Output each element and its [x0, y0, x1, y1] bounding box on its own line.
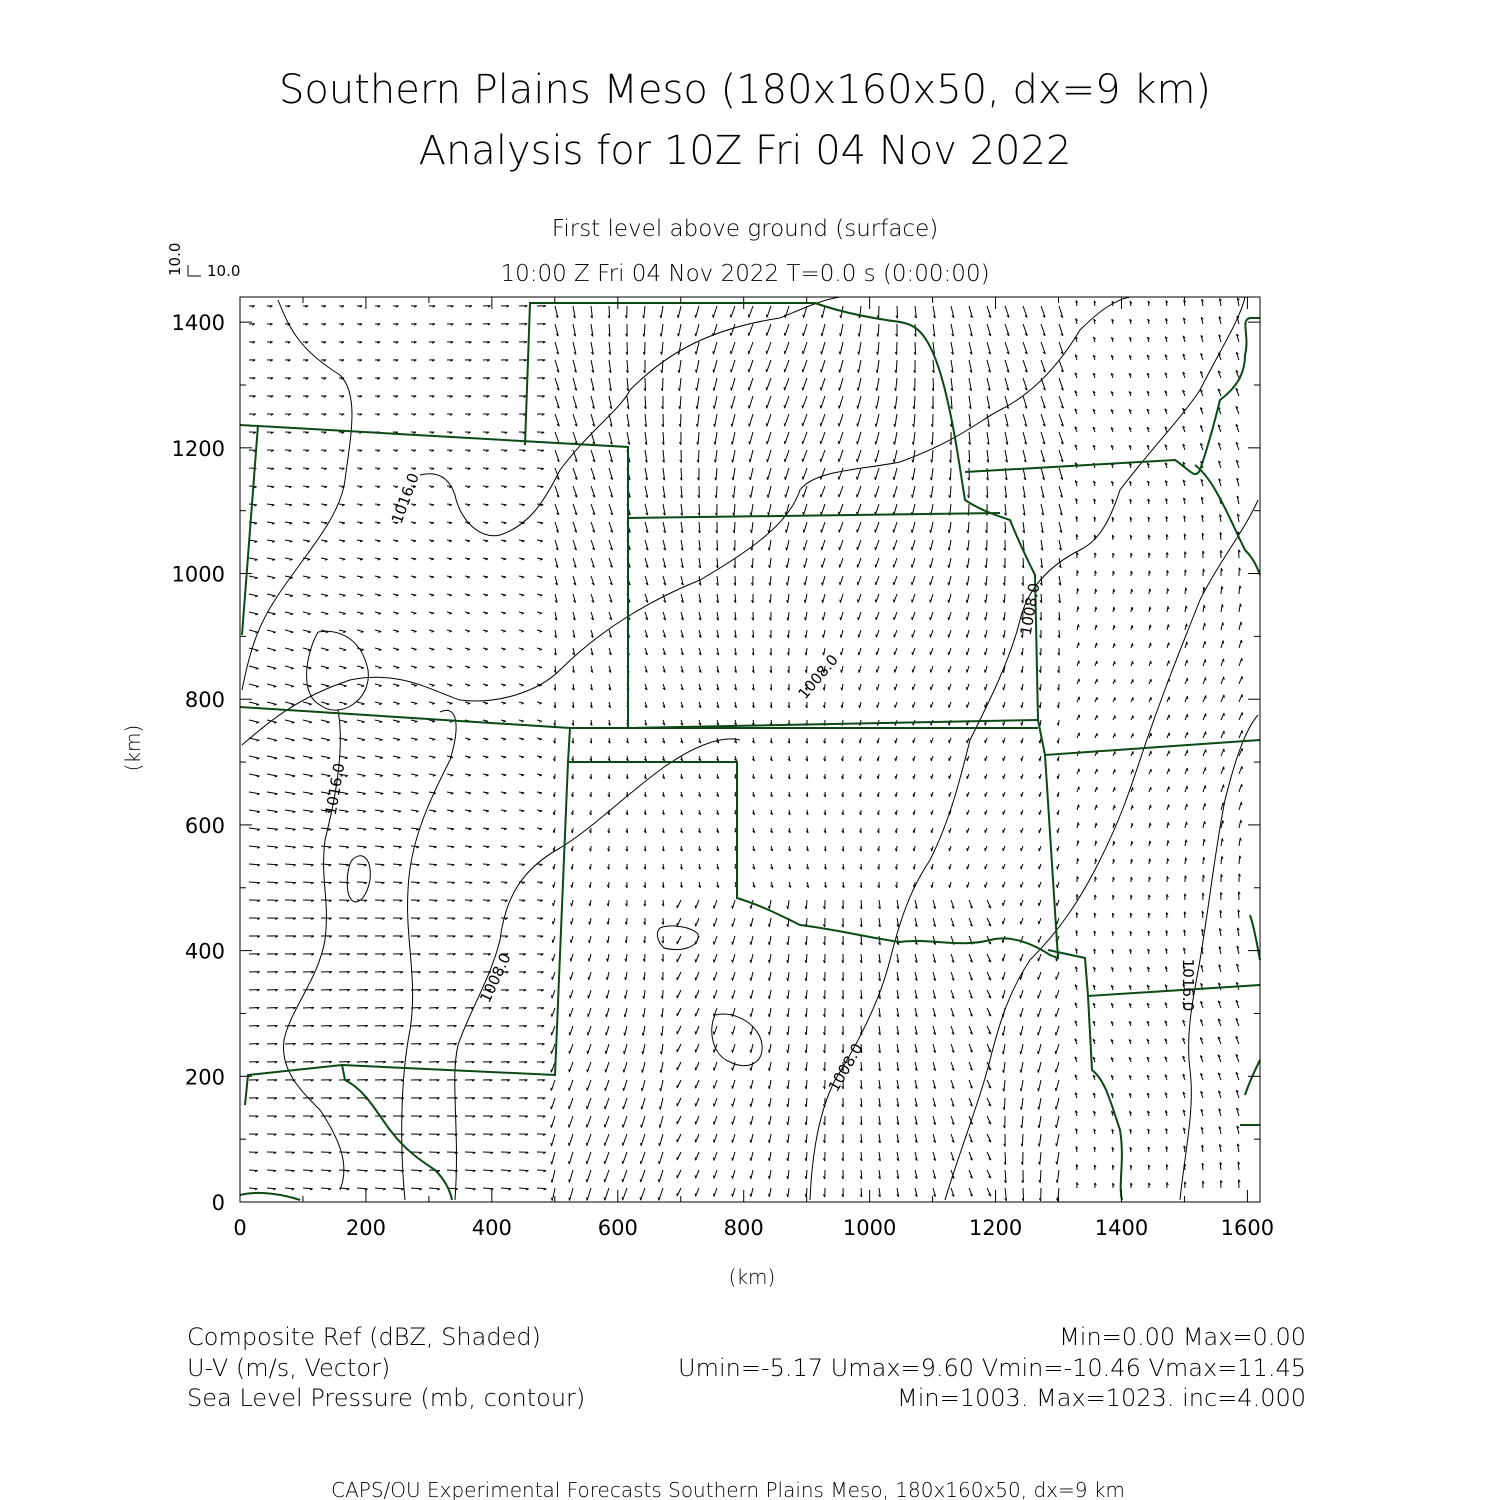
pressure-contour-line	[945, 500, 1258, 1200]
state-border-line	[1240, 1060, 1260, 1125]
time-label: 10:00 Z Fri 04 Nov 2022 T=0.0 s (0:00:00)	[500, 261, 990, 287]
x-axis-label: (km)	[728, 1265, 776, 1289]
state-border-line	[1195, 465, 1260, 575]
legend-vector-label: U-V (m/s, Vector)	[187, 1354, 391, 1382]
y-tick-label: 1200	[171, 436, 225, 461]
y-axis-label: (km)	[121, 724, 145, 772]
x-tick-label: 0	[233, 1216, 247, 1240]
reference-vector	[166, 243, 240, 280]
legend-pressure-stats: Min=1003. Max=1023. inc=4.000	[897, 1384, 1306, 1412]
x-tick-label: 600	[597, 1216, 638, 1240]
pressure-contour-line	[1000, 297, 1130, 410]
x-tick-label: 200	[345, 1216, 386, 1240]
x-tick-label: 1400	[1094, 1216, 1149, 1240]
contour-label: 1016.0	[321, 761, 349, 817]
state-border-line	[242, 425, 258, 635]
pressure-contour-line	[242, 410, 1000, 745]
legend	[187, 1323, 1306, 1412]
pressure-contour-line	[242, 300, 352, 690]
reference-vector-vertical-label: 10.0	[166, 242, 184, 276]
pressure-contour-line	[810, 297, 1245, 1200]
contour-label: 1008.0	[1016, 581, 1044, 637]
state-borders	[240, 303, 1260, 1200]
y-tick-label: 0	[211, 1191, 225, 1215]
pressure-contour-line	[712, 1014, 762, 1066]
level-label: First level above ground (surface)	[551, 216, 939, 242]
y-tick-label: 400	[184, 939, 225, 964]
pressure-contour-line	[307, 631, 369, 710]
title-line-1: Southern Plains Meso (180x160x50, dx=9 km)	[278, 67, 1212, 113]
state-border-line	[1048, 950, 1260, 996]
pressure-contour-line	[402, 710, 456, 1200]
y-tick-label: 1000	[171, 562, 225, 587]
title-line-2: Analysis for 10Z Fri 04 Nov 2022	[418, 128, 1072, 174]
contour-label: 1016.0	[387, 470, 423, 527]
state-border-line	[342, 1065, 452, 1200]
x-tick-label: 800	[723, 1216, 764, 1240]
state-border-line	[240, 1193, 300, 1200]
y-tick-label: 1400	[171, 311, 225, 336]
reference-vector-horizontal-label: 10.0	[207, 262, 241, 280]
state-border-line	[240, 707, 1038, 728]
x-tick-label: 1600	[1220, 1216, 1275, 1240]
x-tick-label: 1200	[968, 1216, 1023, 1240]
contour-label: 1008.0	[824, 1040, 867, 1095]
contour-label-group	[322, 471, 1197, 1095]
state-border-line	[628, 513, 1000, 518]
state-border-line	[1250, 915, 1260, 960]
state-border-line	[525, 303, 1260, 755]
x-axis	[233, 297, 1274, 1240]
state-border-line	[568, 728, 1058, 958]
pressure-contour-line	[347, 856, 370, 902]
legend-reflectivity-stats: Min=0.00 Max=0.00	[1059, 1323, 1306, 1351]
contour-label: 1008.0	[476, 950, 515, 1006]
state-border-line	[1088, 996, 1122, 1200]
x-tick-label: 400	[471, 1216, 512, 1240]
x-tick-label: 1000	[842, 1216, 897, 1240]
y-tick-label: 600	[184, 813, 225, 838]
footer-credit: CAPS/OU Experimental Forecasts Southern Plains Meso, 180x160x50, dx=9 km	[331, 1478, 1125, 1500]
legend-pressure-label: Sea Level Pressure (mb, contour)	[187, 1384, 586, 1412]
contour-label: 1008.0	[794, 650, 842, 703]
legend-vector-stats: Umin=-5.17 Umax=9.60 Vmin=-10.46 Vmax=11.45	[678, 1354, 1306, 1382]
contour-label: 1016.0	[1179, 958, 1197, 1012]
legend-reflectivity-label: Composite Ref (dBZ, Shaded)	[187, 1323, 541, 1351]
y-tick-label: 800	[184, 688, 225, 713]
y-tick-label: 200	[184, 1065, 225, 1090]
pressure-contour-line	[420, 297, 840, 536]
